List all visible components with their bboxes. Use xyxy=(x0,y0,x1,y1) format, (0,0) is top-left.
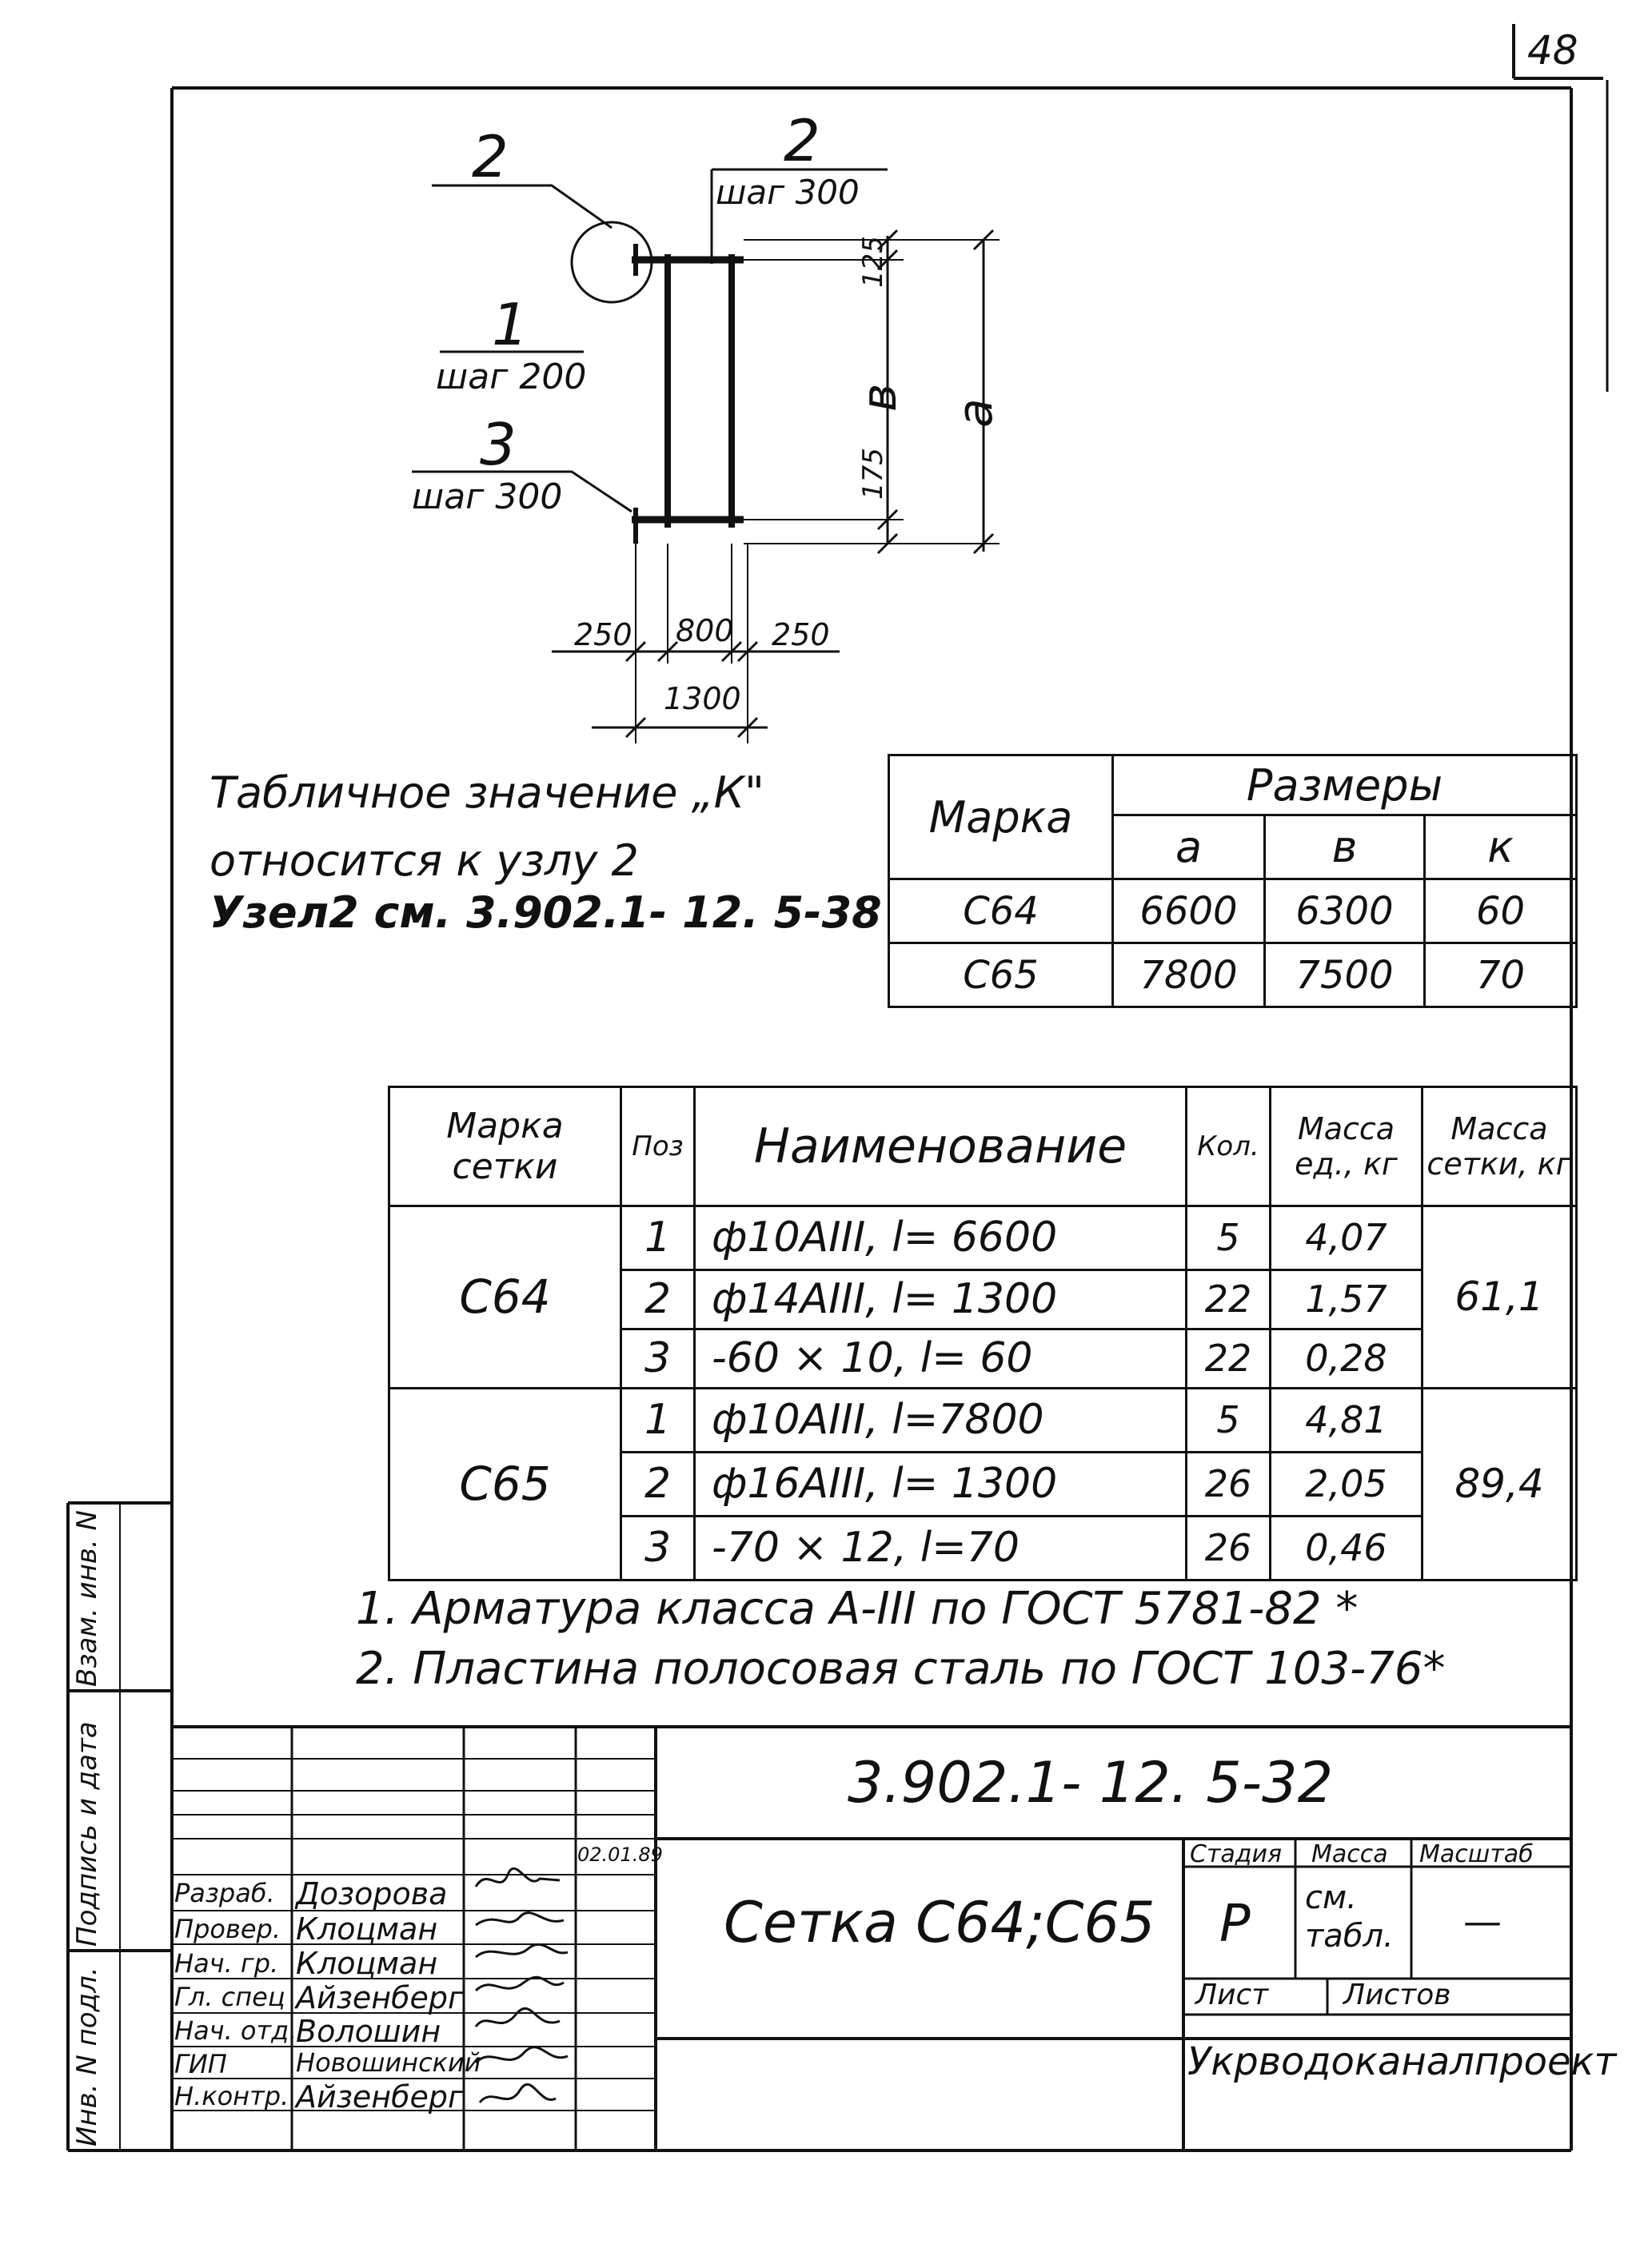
sizes-row-k: 70 xyxy=(1425,943,1577,1007)
sizes-row-b: 6300 xyxy=(1265,879,1425,943)
role-label: Нач. отд. xyxy=(174,2015,297,2046)
scale-value: — xyxy=(1463,1899,1502,1944)
dim-a: а xyxy=(948,398,1004,428)
leader-top-pos: 2 xyxy=(784,107,820,174)
spec-name: ф14АIII, l= 1300 xyxy=(695,1270,1187,1329)
spec-mass: 4,07 xyxy=(1271,1206,1423,1270)
role-name: Клоцман xyxy=(296,1911,438,1947)
sheet-label: Лист xyxy=(1195,1979,1269,2011)
sizes-row-a: 6600 xyxy=(1113,879,1265,943)
sizes-row-b: 7500 xyxy=(1265,943,1425,1007)
spec-name: ф10АIII, l= 6600 xyxy=(695,1206,1187,1270)
sizes-row-a: 7800 xyxy=(1113,943,1265,1007)
role-name: Айзенберг xyxy=(296,2079,465,2115)
leader-top-step: шаг 300 xyxy=(716,173,860,212)
sizes-header-mark: Марка xyxy=(889,755,1113,879)
dim-mid: 800 xyxy=(676,613,734,648)
mass-label: Масса xyxy=(1311,1840,1388,1868)
role-name: Айзенберг xyxy=(296,1980,465,2015)
role-label: ГИП xyxy=(174,2049,227,2079)
note-k-line1: Табличное значение „К" xyxy=(209,767,764,818)
spec-pos: 1 xyxy=(621,1206,695,1270)
spec-h-qty: Кол. xyxy=(1187,1087,1271,1206)
note-2: 2. Пластина полосовая сталь по ГОСТ 103-76* xyxy=(356,1643,1446,1695)
role-label: Разраб. xyxy=(174,1878,275,1908)
spec-name: ф16АIII, l= 1300 xyxy=(695,1452,1187,1516)
side-inv-podl: Инв. N подл. xyxy=(71,1967,103,2146)
mass-value: см. табл. xyxy=(1305,1879,1394,1955)
role-label: Гл. спец xyxy=(174,1982,285,2012)
spec-qty: 26 xyxy=(1187,1452,1271,1516)
doc-code: 3.902.1- 12. 5-32 xyxy=(848,1750,1334,1816)
stage-label: Стадия xyxy=(1190,1840,1283,1868)
sign-date: 02.01.89 xyxy=(577,1843,663,1866)
role-name: Новошинский xyxy=(296,2047,481,2078)
leader-left-pos: 2 xyxy=(472,123,509,190)
side-sign-date: Подпись и дата xyxy=(71,1721,103,1947)
dim-total: 1300 xyxy=(664,681,741,716)
spec-mass: 4,81 xyxy=(1271,1388,1423,1452)
role-name: Волошин xyxy=(296,2014,441,2049)
sheets-label: Листов xyxy=(1343,1979,1451,2011)
spec-pos: 1 xyxy=(621,1388,695,1452)
spec-pos: 2 xyxy=(621,1270,695,1329)
spec-pos: 2 xyxy=(621,1452,695,1516)
sizes-col-a: а xyxy=(1113,815,1265,879)
spec-qty: 5 xyxy=(1187,1388,1271,1452)
stage-value: Р xyxy=(1219,1895,1251,1954)
role-label: Провер. xyxy=(174,1914,281,1944)
spec-group-mark: С64 xyxy=(389,1206,621,1388)
role-name: Дозорова xyxy=(296,1876,448,1911)
note-1: 1. Арматура класса А-III по ГОСТ 5781-82 * xyxy=(356,1583,1359,1635)
sizes-col-b: в xyxy=(1265,815,1425,879)
spec-qty: 5 xyxy=(1187,1206,1271,1270)
role-label: Н.контр. xyxy=(174,2081,289,2111)
sheet-number: 48 xyxy=(1527,27,1578,74)
side-vzam-inv: Взам. инв. N xyxy=(71,1510,103,1687)
spec-qty: 22 xyxy=(1187,1329,1271,1388)
sizes-row-mark: С65 xyxy=(889,943,1113,1007)
dim-right: 250 xyxy=(772,617,830,652)
spec-h-mass-unit: Масса ед., кг xyxy=(1271,1087,1423,1206)
spec-mass: 1,57 xyxy=(1271,1270,1423,1329)
leader-pos3-step: шаг 300 xyxy=(412,476,563,517)
spec-table xyxy=(388,1086,1578,1581)
spec-name: -60 × 10, l= 60 xyxy=(695,1329,1187,1388)
role-name: Клоцман xyxy=(296,1946,438,1981)
organization: Укрводоканалпроект xyxy=(1187,2039,1617,2084)
spec-group-mark: С65 xyxy=(389,1388,621,1580)
dim-bottom: 175 xyxy=(857,448,889,500)
spec-h-name: Наименование xyxy=(695,1087,1187,1206)
scale-label: Масштаб xyxy=(1419,1840,1534,1868)
spec-name: -70 × 12, l=70 xyxy=(695,1516,1187,1580)
spec-pos: 3 xyxy=(621,1516,695,1580)
sizes-row-mark: С64 xyxy=(889,879,1113,943)
leader-pos3: 3 xyxy=(480,411,517,478)
spec-h-mark: Марка сетки xyxy=(389,1087,621,1206)
sizes-row-k: 60 xyxy=(1425,879,1577,943)
spec-h-mass-net: Масса сетки, кг xyxy=(1423,1087,1577,1206)
spec-mass: 2,05 xyxy=(1271,1452,1423,1516)
dim-top: 125 xyxy=(857,236,889,288)
sizes-header-sizes: Размеры xyxy=(1113,755,1577,815)
spec-qty: 26 xyxy=(1187,1516,1271,1580)
role-label: Нач. гр. xyxy=(174,1948,279,1979)
spec-name: ф10АIII, l=7800 xyxy=(695,1388,1187,1452)
drawing-title: Сетка С64;С65 xyxy=(724,1890,1155,1955)
signatures xyxy=(464,1863,576,2119)
leader-pos1: 1 xyxy=(492,291,529,358)
note-k-line2: относится к узлу 2 xyxy=(209,835,639,886)
dim-b: в xyxy=(852,383,908,412)
spec-pos: 3 xyxy=(621,1329,695,1388)
spec-h-pos: Поз xyxy=(621,1087,695,1206)
leader-pos1-step: шаг 200 xyxy=(436,357,587,397)
spec-group-total: 61,1 xyxy=(1423,1206,1577,1388)
sizes-col-k: к xyxy=(1425,815,1577,879)
spec-mass: 0,46 xyxy=(1271,1516,1423,1580)
spec-group-total: 89,4 xyxy=(1423,1388,1577,1580)
spec-mass: 0,28 xyxy=(1271,1329,1423,1388)
spec-qty: 22 xyxy=(1187,1270,1271,1329)
note-k-line3: Узел2 см. 3.902.1- 12. 5-38 xyxy=(209,887,882,938)
dim-left: 250 xyxy=(574,617,632,652)
sizes-table xyxy=(888,754,1578,1008)
